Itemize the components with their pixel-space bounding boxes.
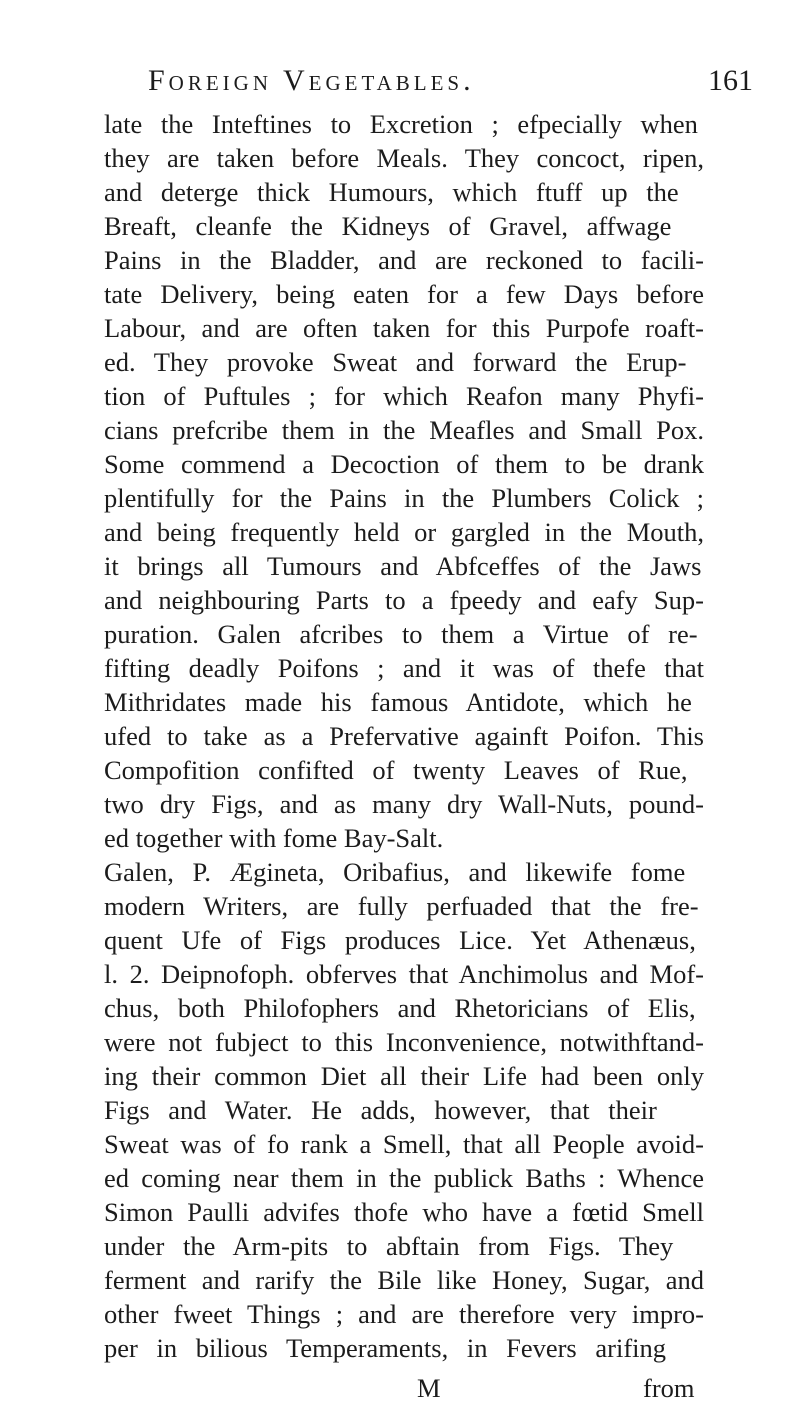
text-line: two dry Figs, and as many dry Wall-Nuts, pound- bbox=[104, 789, 704, 819]
text-line: ed. They provoke Sweat and forward the Erup- bbox=[104, 347, 687, 377]
text-line: Labour, and are often taken for this Purpofe roaft- bbox=[104, 313, 704, 343]
text-line: tate Delivery, being eaten for a few Days before bbox=[104, 279, 704, 309]
text-line: puration. Galen afcribes to them a Virtue of re- bbox=[104, 619, 698, 649]
text-line: Pains in the Bladder, and are reckoned to facili- bbox=[104, 245, 704, 275]
page-footer bbox=[0, 1373, 800, 1410]
text-line: it brings all Tumours and Abfceffes of the Jaws bbox=[104, 551, 702, 581]
text-line: cians prefcribe them in the Meafles and Small Pox. bbox=[104, 415, 704, 445]
text-line: per in bilious Temperaments, in Fevers arifing bbox=[104, 1333, 667, 1363]
page-number: 161 bbox=[708, 64, 753, 97]
text-line: ing their common Diet all their Life had been only bbox=[104, 1061, 704, 1091]
text-line: ferment and rarify the Bile like Honey, Sugar, and bbox=[104, 1265, 704, 1295]
signature-mark: M bbox=[417, 1373, 441, 1403]
text-line: ed together with fome Bay-Salt. bbox=[104, 823, 444, 853]
text-line: fifting deadly Poifons ; and it was of thefe that bbox=[104, 653, 704, 683]
text-line: tion of Puftules ; for which Reafon many Phyfi- bbox=[104, 381, 704, 411]
text-line: Galen, P. Ægineta, Oribafius, and likewife fome bbox=[104, 857, 686, 887]
text-line: ed coming near them in the publick Baths : Whence bbox=[104, 1163, 704, 1193]
text-line: plentifully for the Pains in the Plumbers Colick ; bbox=[104, 483, 704, 513]
text-line: l. 2. Deipnofoph. obferves that Anchimolus and Mof- bbox=[104, 959, 704, 989]
text-line: chus, both Philofophers and Rhetoricians of Elis, bbox=[104, 993, 696, 1023]
running-title: Foreign Vegetables. bbox=[148, 64, 475, 97]
catchword: from bbox=[643, 1373, 695, 1403]
text-line: Mithridates made his famous Antidote, which he bbox=[104, 687, 692, 717]
text-line: other fweet Things ; and are therefore very impro- bbox=[104, 1299, 704, 1329]
text-line: Breaft, cleanfe the Kidneys of Gravel, affwage bbox=[104, 211, 672, 241]
text-line: they are taken before Meals. They concoct, ripen, bbox=[104, 143, 704, 173]
text-line: under the Arm-pits to abftain from Figs. They bbox=[104, 1231, 674, 1261]
text-line: and being frequently held or gargled in the Mouth, bbox=[104, 517, 704, 547]
page-header bbox=[0, 60, 800, 110]
text-line: Simon Paulli advifes thofe who have a fœtid Smell bbox=[104, 1197, 704, 1227]
text-line: late the Inteftines to Excretion ; efpecially when bbox=[104, 109, 698, 139]
text-line: Compofition confifted of twenty Leaves of Rue, bbox=[104, 755, 688, 785]
text-line: Figs and Water. He adds, however, that their bbox=[104, 1095, 657, 1125]
text-line: ufed to take as a Prefervative againft Poifon. This bbox=[104, 721, 704, 751]
text-line: quent Ufe of Figs produces Lice. Yet Athenæus, bbox=[104, 925, 696, 955]
text-line: Sweat was of fo rank a Smell, that all People avoid- bbox=[104, 1129, 704, 1159]
text-line: were not fubject to this Inconvenience, notwithftand- bbox=[104, 1027, 704, 1057]
text-line: Some commend a Decoction of them to be drank bbox=[104, 449, 704, 479]
text-line: and deterge thick Humours, which ftuff up the bbox=[104, 177, 679, 207]
text-line: and neighbouring Parts to a fpeedy and eafy Sup- bbox=[104, 585, 704, 615]
text-line: modern Writers, are fully perfuaded that the fre- bbox=[104, 891, 699, 921]
